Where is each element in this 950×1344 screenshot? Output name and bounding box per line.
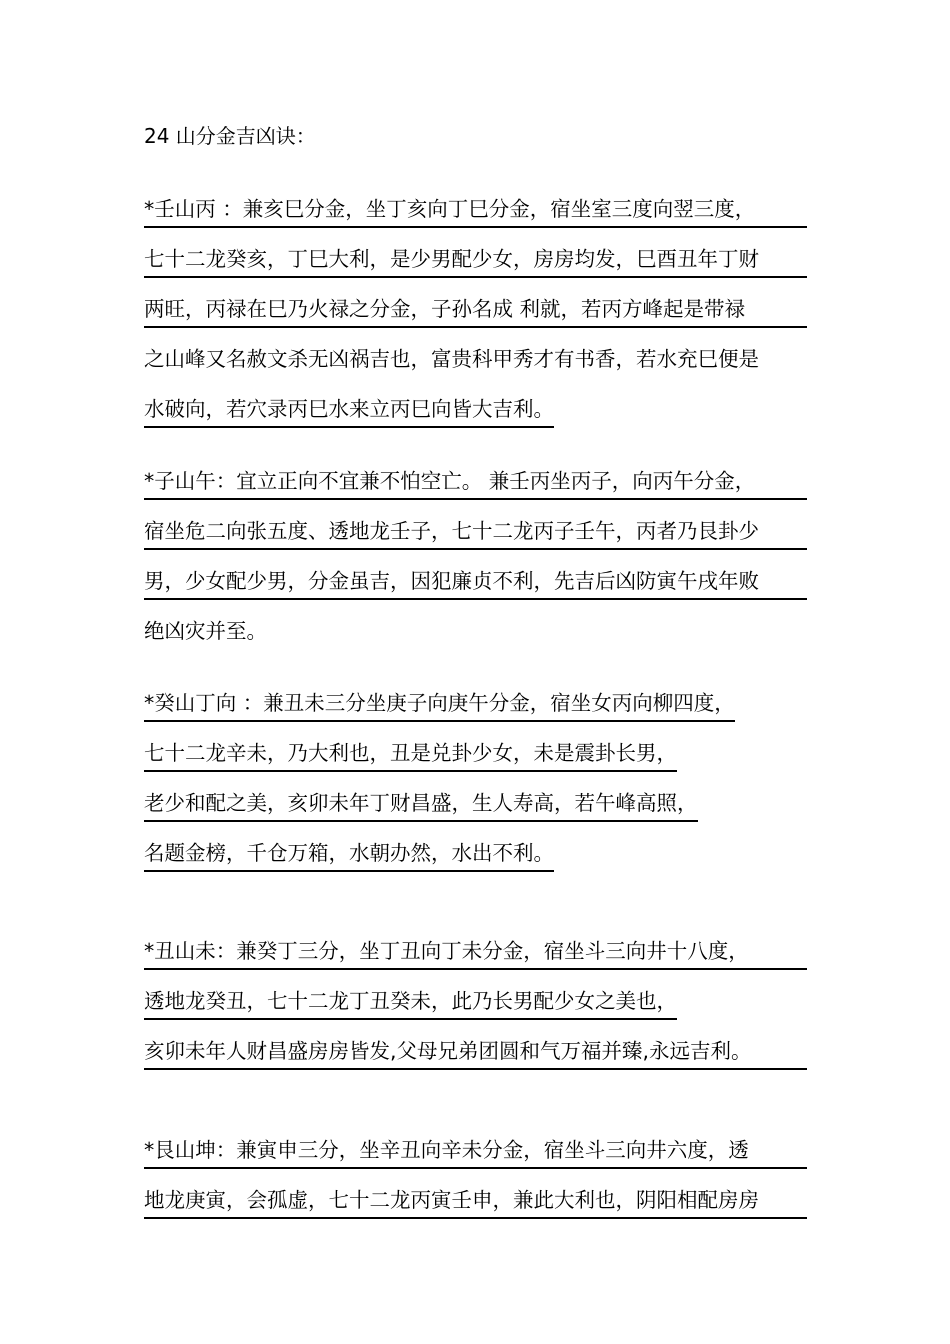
section-3-line-2: 七十二龙辛未，乃大利也，丑是兑卦少女，未是震卦长男， <box>144 739 677 772</box>
section-5-line-1: *艮山坤：兼寅申三分，坐辛丑向辛未分金，宿坐斗三向井六度，透 <box>144 1136 807 1169</box>
section-4-line-3: 亥卯未年人财昌盛房房皆发,父母兄弟团圆和气万福并臻,永远吉利。 <box>144 1037 807 1070</box>
section-3-line-4: 名题金榜，千仓万箱，水朝办然，水出不利。 <box>144 839 554 872</box>
section-2-line-2: 宿坐危二向张五度、透地龙壬子，七十二龙丙子壬午，丙者乃艮卦少 <box>144 517 807 550</box>
section-2-line-3: 男，少女配少男，分金虽吉，因犯廉贞不利，先吉后凶防寅午戌年败 <box>144 567 807 600</box>
section-1-line-3: 两旺，丙禄在巳乃火禄之分金，子孙名成 利就，若丙方峰起是带禄 <box>144 295 807 328</box>
section-1-line-5: 水破向，若穴录丙巳水来立丙巳向皆大吉利。 <box>144 395 554 428</box>
section-4-line-2: 透地龙癸丑，七十二龙丁丑癸未，此乃长男配少女之美也， <box>144 987 677 1020</box>
document-title: 24 山分金吉凶诀： <box>144 124 316 148</box>
section-2-line-1: *子山午：宜立正向不宜兼不怕空亡。 兼壬丙坐丙子，向丙午分金， <box>144 467 807 500</box>
section-4-line-1: *丑山未：兼癸丁三分，坐丁丑向丁未分金，宿坐斗三向井十八度， <box>144 937 807 970</box>
section-3-line-1: *癸山丁向 ：兼丑未三分坐庚子向庚午分金，宿坐女丙向柳四度， <box>144 689 735 722</box>
section-1-line-4: 之山峰又名赦文杀无凶祸吉也，富贵科甲秀才有书香，若水充巳便是 <box>144 347 759 371</box>
section-5-line-2: 地龙庚寅，会孤虚，七十二龙丙寅壬申，兼此大利也，阴阳相配房房 <box>144 1186 807 1219</box>
section-1-line-2: 七十二龙癸亥，丁巳大利，是少男配少女，房房均发，巳酉丑年丁财 <box>144 245 807 278</box>
section-2-line-4: 绝凶灾并至。 <box>144 619 267 643</box>
section-3-line-3: 老少和配之美，亥卯未年丁财昌盛，生人寿高，若午峰高照， <box>144 789 698 822</box>
section-1-line-1: *壬山丙 ：兼亥巳分金，坐丁亥向丁巳分金，宿坐室三度向翌三度， <box>144 195 807 228</box>
